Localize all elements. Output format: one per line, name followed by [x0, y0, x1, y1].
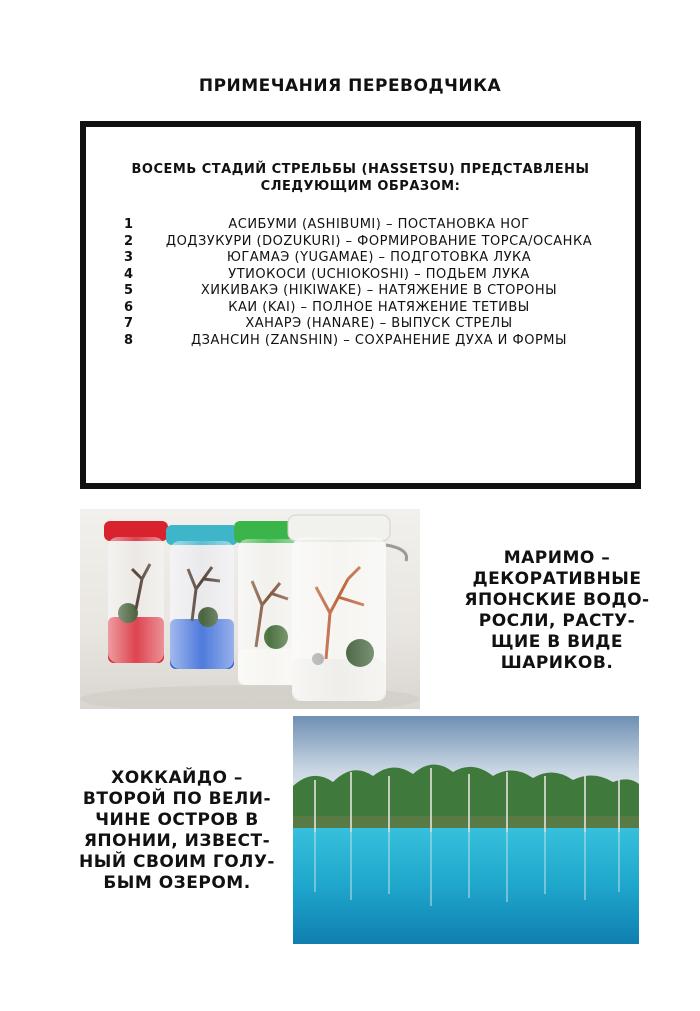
stage-text: ХАНАРЭ (HANARE) – ВЫПУСК СТРЕЛЫ — [245, 316, 513, 331]
notes-heading-line-2: СЛЕДУЮЩИМ ОБРАЗОМ: — [260, 179, 461, 194]
marimo-caption-line: ДЕКОРАТИВНЫЕ — [472, 569, 642, 589]
marimo-caption — [432, 548, 682, 674]
notes-box — [80, 121, 641, 489]
jar-blue — [166, 525, 238, 669]
stage-row — [124, 250, 634, 267]
stage-row — [124, 283, 634, 300]
stage-number: 1 — [124, 217, 134, 232]
hokkaido-caption — [62, 768, 292, 894]
hokkaido-caption-line: ЧИНЕ ОСТРОВ В — [95, 810, 259, 830]
stage-number: 2 — [124, 233, 134, 249]
stage-list — [124, 217, 634, 349]
stage-row — [124, 267, 634, 284]
stage-number: 8 — [124, 332, 134, 348]
stage-text: ЮГАМАЭ (YUGAMAE) – ПОДГОТОВКА ЛУКА — [226, 250, 532, 265]
stage-number: 6 — [124, 299, 134, 315]
stage-number: 5 — [124, 283, 134, 298]
page-title: ПРИМЕЧАНИЯ ПЕРЕВОДЧИКА — [198, 76, 502, 96]
hokkaido-caption-line: ХОККАЙДО – — [111, 768, 243, 788]
blue-pond-illustration — [293, 716, 639, 944]
marimo-caption-line: ЯПОНСКИЕ ВОДО- — [464, 590, 650, 610]
stage-text: ДОДЗУКУРИ (DOZUKURI) – ФОРМИРОВАНИЕ ТОРСА/ОСАНКА — [165, 233, 593, 249]
stage-text: АСИБУМИ (ASHIBUMI) – ПОСТАНОВКА НОГ — [228, 217, 530, 232]
jar-white — [288, 515, 407, 701]
jar-red — [104, 521, 168, 663]
hokkaido-caption-line: ВТОРОЙ ПО ВЕЛИ- — [82, 789, 272, 809]
notes-heading-line-1: ВОСЕМЬ СТАДИЙ СТРЕЛЬБЫ (HASSETSU) ПРЕДСТАВЛЕНЫ — [131, 162, 590, 177]
hokkaido-caption-line: БЫМ ОЗЕРОМ. — [103, 873, 251, 893]
marimo-jars-illustration — [80, 509, 420, 709]
stage-text: ХИКИВАКЭ (HIKIWAKE) – НАТЯЖЕНИЕ В СТОРОНЫ — [200, 283, 558, 298]
stage-row — [124, 316, 634, 333]
marimo-jars-image — [80, 509, 420, 709]
stage-text: УТИОКОСИ (UCHIOKOSHI) – ПОДЬЕМ ЛУКА — [228, 266, 530, 282]
marimo-caption-line: ЩИЕ В ВИДЕ — [490, 632, 624, 652]
hokkaido-caption-line: ЯПОНИИ, ИЗВЕСТ- — [83, 831, 271, 851]
marimo-caption-line: МАРИМО – — [503, 548, 611, 568]
stage-number: 7 — [124, 316, 134, 331]
stage-number: 4 — [124, 266, 134, 282]
stage-row — [124, 333, 634, 350]
hokkaido-caption-line: НЫЙ СВОИМ ГОЛУ- — [78, 852, 275, 872]
stage-row — [124, 234, 634, 251]
notes-heading — [86, 161, 635, 195]
marimo-caption-line: РОСЛИ, РАСТУ- — [478, 611, 636, 631]
marimo-caption-line: ШАРИКОВ. — [500, 653, 614, 673]
stage-row — [124, 217, 634, 234]
stage-row — [124, 300, 634, 317]
stage-text: КАИ (KAI) – ПОЛНОЕ НАТЯЖЕНИЕ ТЕТИВЫ — [228, 299, 530, 315]
stage-number: 3 — [124, 250, 134, 265]
stage-text: ДЗАНСИН (ZANSHIN) – СОХРАНЕНИЕ ДУХА И ФОРМЫ — [191, 332, 567, 348]
hokkaido-lake-image — [293, 716, 639, 944]
